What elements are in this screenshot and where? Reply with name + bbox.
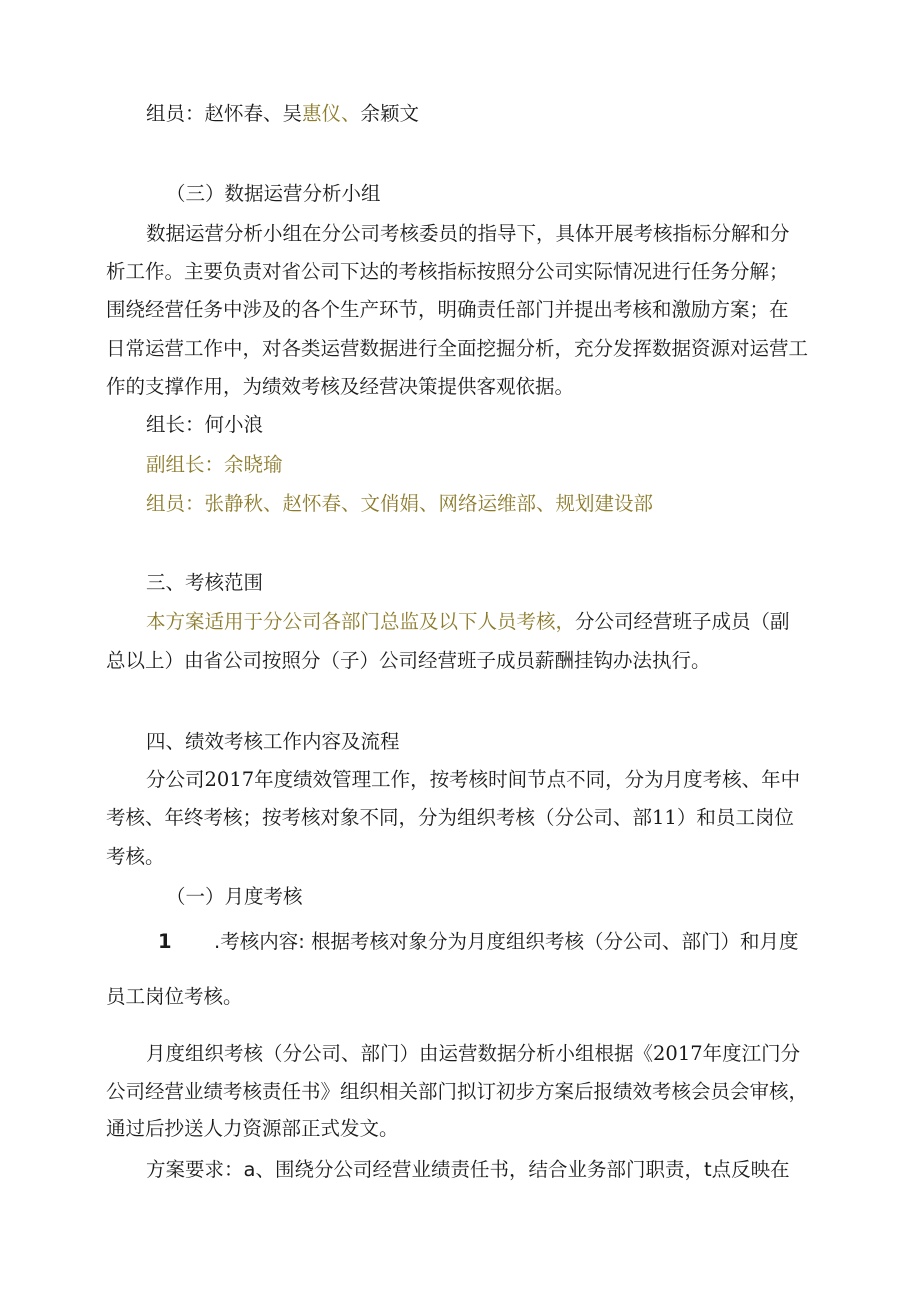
subsection-heading-3: （三）数据运营分析小组 [166, 182, 381, 205]
paragraph-line: 公司经营业绩考核责任书》组织相关部门拟订初步方案后报绩效考核会员会审核， [106, 1080, 809, 1103]
paragraph-line: 作的支撑作用，为绩效考核及经营决策提供客观依据。 [106, 375, 575, 398]
subsection-heading-1: （一）月度考核 [166, 885, 303, 908]
item-1-line-2: 员工岗位考核。 [106, 985, 243, 1008]
item-number: 1 [158, 930, 172, 953]
scope-line-2: 总以上）由省公司按照分（子）公司经营班子成员薪酬挂钩办法执行。 [106, 649, 711, 672]
paragraph-line: 数据运营分析小组在分公司考核委员的指导下，具体开展考核指标分解和分 [146, 222, 790, 245]
paragraph-line: 考核、年终考核；按考核对象不同，分为组织考核（分公司、部11）和员工岗位 [106, 806, 794, 829]
item-1-line: .考核内容: 根据考核对象分为月度组织考核（分公司、部门）和月度 [214, 930, 799, 953]
paragraph-line: 分公司2017年度绩效管理工作，按考核时间节点不同，分为月度考核、年中 [146, 768, 801, 791]
paragraph-line: 月度组织考核（分公司、部门）由运营数据分析小组根据《2017年度江门分 [146, 1042, 801, 1065]
paragraph-line: 考核。 [106, 845, 165, 868]
paragraph-line: 围绕经营任务中涉及的各个生产环节，明确责任部门并提出考核和激励方案；在 [106, 298, 789, 321]
paragraph-line: 通过后抄送人力资源部正式发文。 [106, 1117, 399, 1140]
members-line-1: 组员：赵怀春、吴惠仪、余颖文 [146, 102, 420, 125]
section-heading-4: 四、绩效考核工作内容及流程 [146, 730, 400, 753]
section-heading-3: 三、考核范围 [146, 571, 264, 594]
group-members: 组员：张静秋、赵怀春、文俏娟、网络运维部、规划建设部 [146, 492, 654, 515]
requirements-line: 方案要求：a、围绕分公司经营业绩责任书，结合业务部门职责，t点反映在 [146, 1158, 790, 1181]
vice-leader: 副组长：余晓瑜 [146, 453, 283, 476]
paragraph-line: 日常运营工作中，对各类运营数据进行全面挖掘分析，充分发挥数据资源对运营工 [106, 337, 809, 360]
scope-line-1: 本方案适用于分公司各部门总监及以下人员考核，分公司经营班子成员（副 [146, 610, 790, 633]
group-leader: 组长：何小浪 [146, 413, 264, 436]
paragraph-line: 析工作。主要负责对省公司下达的考核指标按照分公司实际情况进行任务分解； [106, 260, 789, 283]
